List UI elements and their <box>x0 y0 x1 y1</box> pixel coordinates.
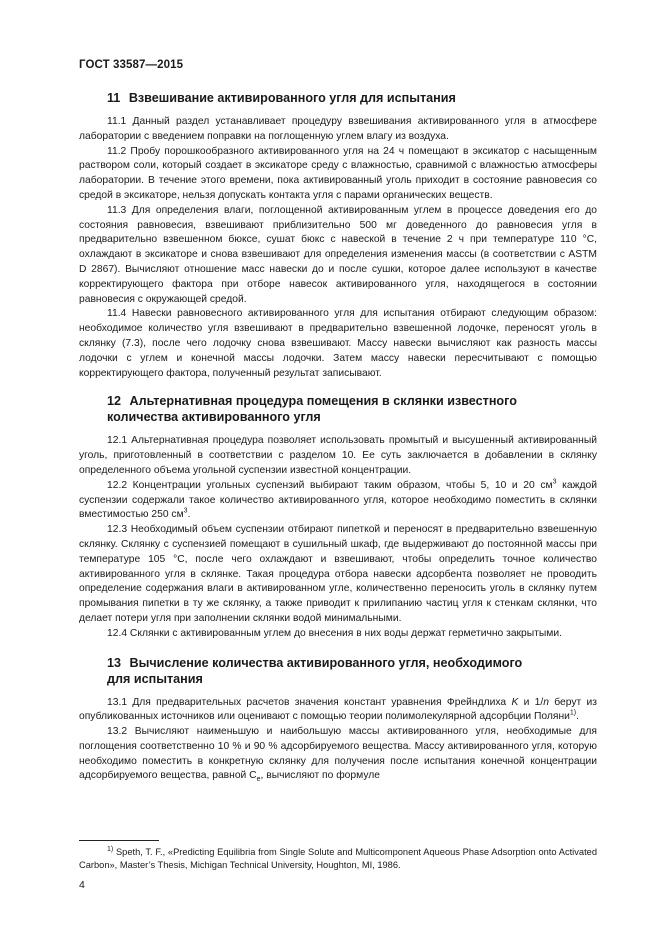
footnote-marker: 1) <box>107 845 114 853</box>
section-13-heading <box>79 655 597 687</box>
paragraph-12-4: 12.4 Склянки с активированным углем до внесения в них воды держат герметично закрытыми. <box>107 627 562 639</box>
footnote-reference: 1) <box>569 709 577 717</box>
paragraph-12-2: 12.2 Концентрации угольных суспензий выбирают таким образом, чтобы 5, 10 и 20 $см^3$ каждой суспензии содержали такое количество активированного угля, которое необходимо поместить в склянки вместимостью 250 $см^3$. <box>79 478 597 521</box>
document-body <box>79 90 597 784</box>
paragraph-11-3: 11.3 Для определения влаги, поглощенной активированным углем в процессе доведения его до состояния равновесия, взвешивают приблизительно 500 мг доведенного до равновесия угля в предварительно взвешенном бюксе, сушат бюкс с навеской в течение 2 ч при температуре 110 °С, охлаждают в эксикаторе и снова взвешивают для определения изменения массы (в соответствии с ASTM D 2867). Вычисляют отношение масс навески до и после сушки, которое далее используют в качестве корректирующего фактора при отборе навесок активированного угля, находящегося в состоянии равновесия с окружающей средой. <box>79 204 597 305</box>
section-number: 11 <box>107 91 121 105</box>
paragraph-11-1: 11.1 Данный раздел устанавливает процедуру взвешивания активированного угля в атмосфере лаборатории с введением поправки на поглощенную углем влагу из воздуха. <box>79 116 597 142</box>
footnote-text: Speth, T. F., «Predicting Equilibria from Single Solute and Multicomponent Aqueous Phase Adsorption onto Activated Carbon», Master’s Thesis, Michigan Technical University, Houghton, MI, 1986. <box>79 847 597 870</box>
paragraph-11-4: 11.4 Навески равновесного активированного угля для испытания отбирают следующим образом: необходимое количество угля взвешивают в предварительно взвешенной лодочке, переносят уголь в склянку (7.3), после чего лодочку снова взвешивают. Массу навески вычисляют как разность массы лодочки с углем и конечной массы лодочки. Затем массу навески пересчитывают с помощью корректирующего фактора, полученный результат записывают. <box>79 308 597 379</box>
footnote-divider <box>79 840 159 841</box>
section-11-heading <box>79 90 597 106</box>
section-title-line2: количества активированного угля <box>107 410 321 425</box>
section-number: 13 <box>107 655 122 670</box>
paragraph-13-2: 13.2 Вычисляют наименьшую и наибольшую массы активированного угля, необходимые для поглощения соответственно 10 % и 90 % адсорбируемого вещества. Массу активированного угля, которую необходимо поместить в конкретную склянку для получения после испытания конечной концентрации адсорбируемого вещества, равной $С_e$, вычисляют по формуле <box>79 726 597 784</box>
section-title-line1: Альтернативная процедура помещения в склянки известного <box>129 394 517 409</box>
section-title-line1: Вычисление количества активированного угля, необходимого <box>129 655 523 670</box>
section-title-line2: для испытания <box>107 671 203 686</box>
section-title: Взвешивание активированного угля для испытания <box>128 91 456 105</box>
page-number: 4 <box>79 879 85 891</box>
section-12-heading <box>79 393 597 425</box>
paragraph-13-1: 13.1 Для предварительных расчетов значения констант уравнения Фрейндлиха K и 1/n берут из опубликованных источников или оценивают с помощью теории полимолекулярной адсорбции Поляни$^{1)}$. <box>79 696 597 723</box>
paragraph-12-3: 12.3 Необходимый объем суспензии отбирают пипеткой и переносят в предварительно взвешенную склянку. Склянку с суспензией помещают в сушильный шкаф, где выдерживают до постоянной массы при температуре 105 °С, после чего охлаждают и взвешивают, чтобы определить точное количество активированного угля в склянке. Такая процедура отбора навески адсорбента позволяет не проводить определение содержания влаги в активированном угле, количественно переносить уголь в склянку путем промывания пипетки в ту же склянку, а также приводит к прилипанию частиц угля к стенкам склянки, что делает потери угля при заполнении склянки водой минимальными. <box>79 524 597 624</box>
page-header-standard: ГОСТ 33587—2015 <box>79 59 184 71</box>
footnote-1 <box>79 846 597 872</box>
section-number: 12 <box>107 394 122 409</box>
paragraph-12-1: 12.1 Альтернативная процедура позволяет использовать промытый и высушенный активированный уголь, приготовленный в соответствии с разделом 10. Ее суть заключается в добавлении в склянку определенного объема угольной суспензии известной концентрации. <box>79 435 597 476</box>
paragraph-11-2: 11.2 Пробу порошкообразного активированного угля на 24 ч помещают в эксикатор с насыщенным раствором соли, который создает в эксикаторе среду с влажностью, сравнимой с влажностью атмосферы лаборатории. В течение этого времени, пока активированный уголь приходит в состояние равновесия со средой в эксикаторе, нельзя допускать контакта угля с парами органических веществ. <box>79 145 597 201</box>
